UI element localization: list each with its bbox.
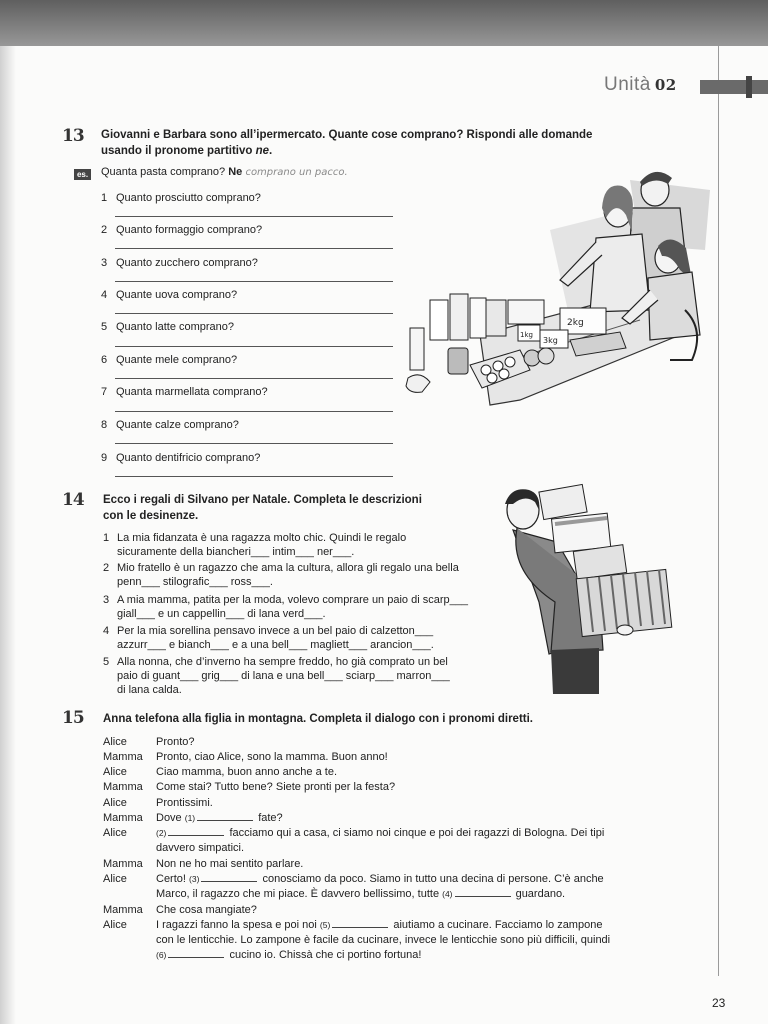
unit-label: Unità [604,74,651,95]
blank-number: (2) [156,828,167,838]
dialog-fragment: aiutiamo a cucinare. Facciamo lo zampone [390,919,603,931]
dialog-line [103,735,713,750]
exercise-13-title-line2: usando il pronome partitivo [101,145,256,157]
dialog-line [103,750,713,765]
question-item [101,289,237,301]
question-text: Quanto prosciutto comprano? [116,192,261,204]
question-item [101,224,262,236]
answer-line[interactable] [115,443,393,444]
blank-number: (4) [442,889,453,899]
dialog-text: Pronto, ciao Alice, sono la mamma. Buon anno! [156,751,388,763]
question-item [101,452,260,464]
exercise-14-title-line2: con le desinenze. [103,510,199,522]
speaker-name: Alice [103,827,127,839]
example-answer-pronoun: Ne [228,166,243,178]
blank-number: (5) [319,920,331,930]
speaker-name: Alice [103,736,127,748]
item-line[interactable]: La mia fidanzata è una ragazza molto chic. Quindi le regalo [117,532,407,544]
dialog-line [103,903,713,918]
supermarket-checkout-illustration [400,160,715,410]
gift-item [103,531,503,559]
partitive-pronoun: ne [255,145,270,157]
speaker-name: Mamma [103,781,143,793]
exercise-13-title [101,127,621,159]
question-number: 3 [101,257,108,269]
dialog-fragment: cucino io. Chissà che ci portino fortuna! [226,949,422,961]
speaker-name: Alice [103,766,127,778]
question-text: Quanto formaggio comprano? [116,224,263,236]
speaker-name: Alice [103,797,127,809]
question-number: 9 [101,452,108,464]
dialog-fragment: conosciamo da poco. Siamo in tutto una decina di persone. C’è anche [259,873,604,885]
example-question: Quanta pasta comprano? [101,166,229,178]
speaker-name: Mamma [103,904,143,916]
question-number: 2 [101,224,108,236]
answer-line[interactable] [115,216,393,217]
dialog-text: Pronto? [156,736,195,748]
question-text: Quanto zucchero comprano? [116,257,258,269]
gift-item [103,561,503,589]
item-line[interactable]: Mio fratello è un ragazzo che ama la cultura, allora gli regalo una bella [117,562,459,574]
item-line[interactable]: Alla nonna, che d’inverno ha sempre freddo, ho già comprato un bel [117,656,448,668]
dialog-line [103,811,713,826]
dialog-fragment: fate? [255,812,283,824]
bag-label-2kg: 2kg [567,318,584,328]
dialog-fragment: Marco, il ragazzo che mi piace. È davvero bellissimo, tutte [156,888,443,900]
dialog-line [103,918,713,964]
item-number: 5 [103,656,110,668]
item-line[interactable]: azzurr___ e bianch___ e a una bell___ magliett___ arancion___. [117,639,434,651]
dialog-line [103,765,713,780]
question-item [101,257,258,269]
dialog-fragment: con le lenticchie. Lo zampone è facile da cucinare, invece le lenticchie sono più difficili, quindi [156,934,611,946]
question-number: 8 [101,419,108,431]
item-line[interactable]: paio di guant___ grig___ di lana e una bell___ sciarp___ marron___ [117,670,450,682]
unit-number: 02 [654,76,677,94]
page-number: 23 [712,996,726,1010]
speaker-name: Alice [103,873,127,885]
dialog-line [103,826,713,856]
answer-line[interactable] [115,281,393,282]
dialog-fragment: Dove [156,812,185,824]
example-line [101,166,348,178]
dialog-text [156,811,706,826]
exercise-15-number: 15 [62,708,84,728]
question-text: Quanto latte comprano? [116,321,235,333]
dialog-line [103,857,713,872]
answer-line[interactable] [115,476,393,477]
answer-line[interactable] [115,248,393,249]
exercise-14-title [103,492,483,524]
item-line[interactable]: sicuramente della biancheri___ intim___ ner___. [117,546,355,558]
unit-header [604,74,677,96]
dialog-line [103,796,713,811]
answer-line[interactable] [115,313,393,314]
dialog-line [103,780,713,795]
question-text: Quanto dentifricio comprano? [116,452,261,464]
unit-tab-bar [700,80,768,94]
question-text: Quanta marmellata comprano? [116,386,268,398]
dialog-fragment: guardano. [512,888,566,900]
question-item [101,386,268,398]
question-number: 4 [101,289,108,301]
question-text: Quante uova comprano? [116,289,238,301]
dialog-fragment: davvero simpatici. [156,842,245,854]
page-gutter-shadow [0,46,16,1024]
dialog-fragment: facciamo qui a casa, ci siamo noi cinque e poi dei ragazzi di Bologna. Dei tipi [226,827,605,839]
answer-line[interactable] [115,346,393,347]
item-line[interactable]: giall___ e un cappellin___ di lana verd___. [117,608,326,620]
answer-blank[interactable] [168,948,224,958]
question-item [101,354,237,366]
scan-edge [0,0,768,48]
speaker-name: Mamma [103,858,143,870]
item-line[interactable]: Per la mia sorellina pensavo invece a un bel paio di calzetton___ [117,625,434,637]
speaker-name: Alice [103,919,127,931]
question-number: 7 [101,386,108,398]
dialog-text: Che cosa mangiate? [156,904,257,916]
question-text: Quante calze comprano? [116,419,239,431]
dialog-text: Prontissimi. [156,797,213,809]
dialog-line [103,872,713,902]
exercise-15-title: Anna telefona alla figlia in montagna. Completa il dialogo con i pronomi diretti. [103,713,534,725]
exercise-14-number: 14 [62,490,84,510]
item-number: 1 [103,532,110,544]
example-badge: es. [74,169,91,180]
blank-number: (6) [156,950,167,960]
item-line[interactable]: penn___ stilografic___ ross___. [117,576,273,588]
question-item [101,321,234,333]
bag-label-3kg: 3kg [543,336,558,345]
item-number: 2 [103,562,110,574]
item-line[interactable]: di lana calda. [117,684,182,696]
exercise-13-title-line1: Giovanni e Barbara sono all’ipermercato. Quante cose comprano? Rispondi alle domande [101,129,593,141]
question-item [101,419,239,431]
dialog-text: Come stai? Tutto bene? Siete pronti per la festa? [156,781,396,793]
item-line[interactable]: A mia mamma, patita per la moda, volevo comprare un paio di scarp___ [117,594,468,606]
answer-blank[interactable] [201,872,257,882]
gift-item [103,593,503,621]
bag-label-1kg: 1kg [520,331,533,339]
dialog-text [156,872,706,902]
boy-with-gifts-illustration [495,482,675,697]
exercise-14-title-line1: Ecco i regali di Silvano per Natale. Completa le descrizioni [103,494,422,506]
exercise-13-number: 13 [62,126,84,146]
dialog-text: Ciao mamma, buon anno anche a te. [156,766,338,778]
dialog-text [156,918,706,963]
question-number: 5 [101,321,108,333]
dialog-fragment: Certo! [156,873,190,885]
dialog-text: Non ne ho mai sentito parlare. [156,858,304,870]
answer-blank[interactable] [332,918,388,928]
example-answer-handwritten: comprano un pacco. [242,167,348,178]
answer-blank[interactable] [455,887,511,897]
question-text: Quante mele comprano? [116,354,238,366]
question-item [101,192,261,204]
item-number: 4 [103,625,110,637]
dialog-text [156,826,706,856]
title-period: . [269,145,273,157]
answer-blank[interactable] [197,811,253,821]
dialog-fragment: I ragazzi fanno la spesa e poi noi [156,919,320,931]
answer-line[interactable] [115,378,393,379]
speaker-name: Mamma [103,812,143,824]
blank-number: (1) [184,813,196,823]
gift-item [103,624,503,652]
margin-rule [718,46,719,976]
gift-item [103,655,503,697]
answer-line[interactable] [115,411,393,412]
unit-tab-tip [746,76,752,98]
item-number: 3 [103,594,110,606]
answer-blank[interactable] [168,826,224,836]
blank-number: (3) [189,874,200,884]
speaker-name: Mamma [103,751,143,763]
question-number: 1 [101,192,108,204]
question-number: 6 [101,354,108,366]
